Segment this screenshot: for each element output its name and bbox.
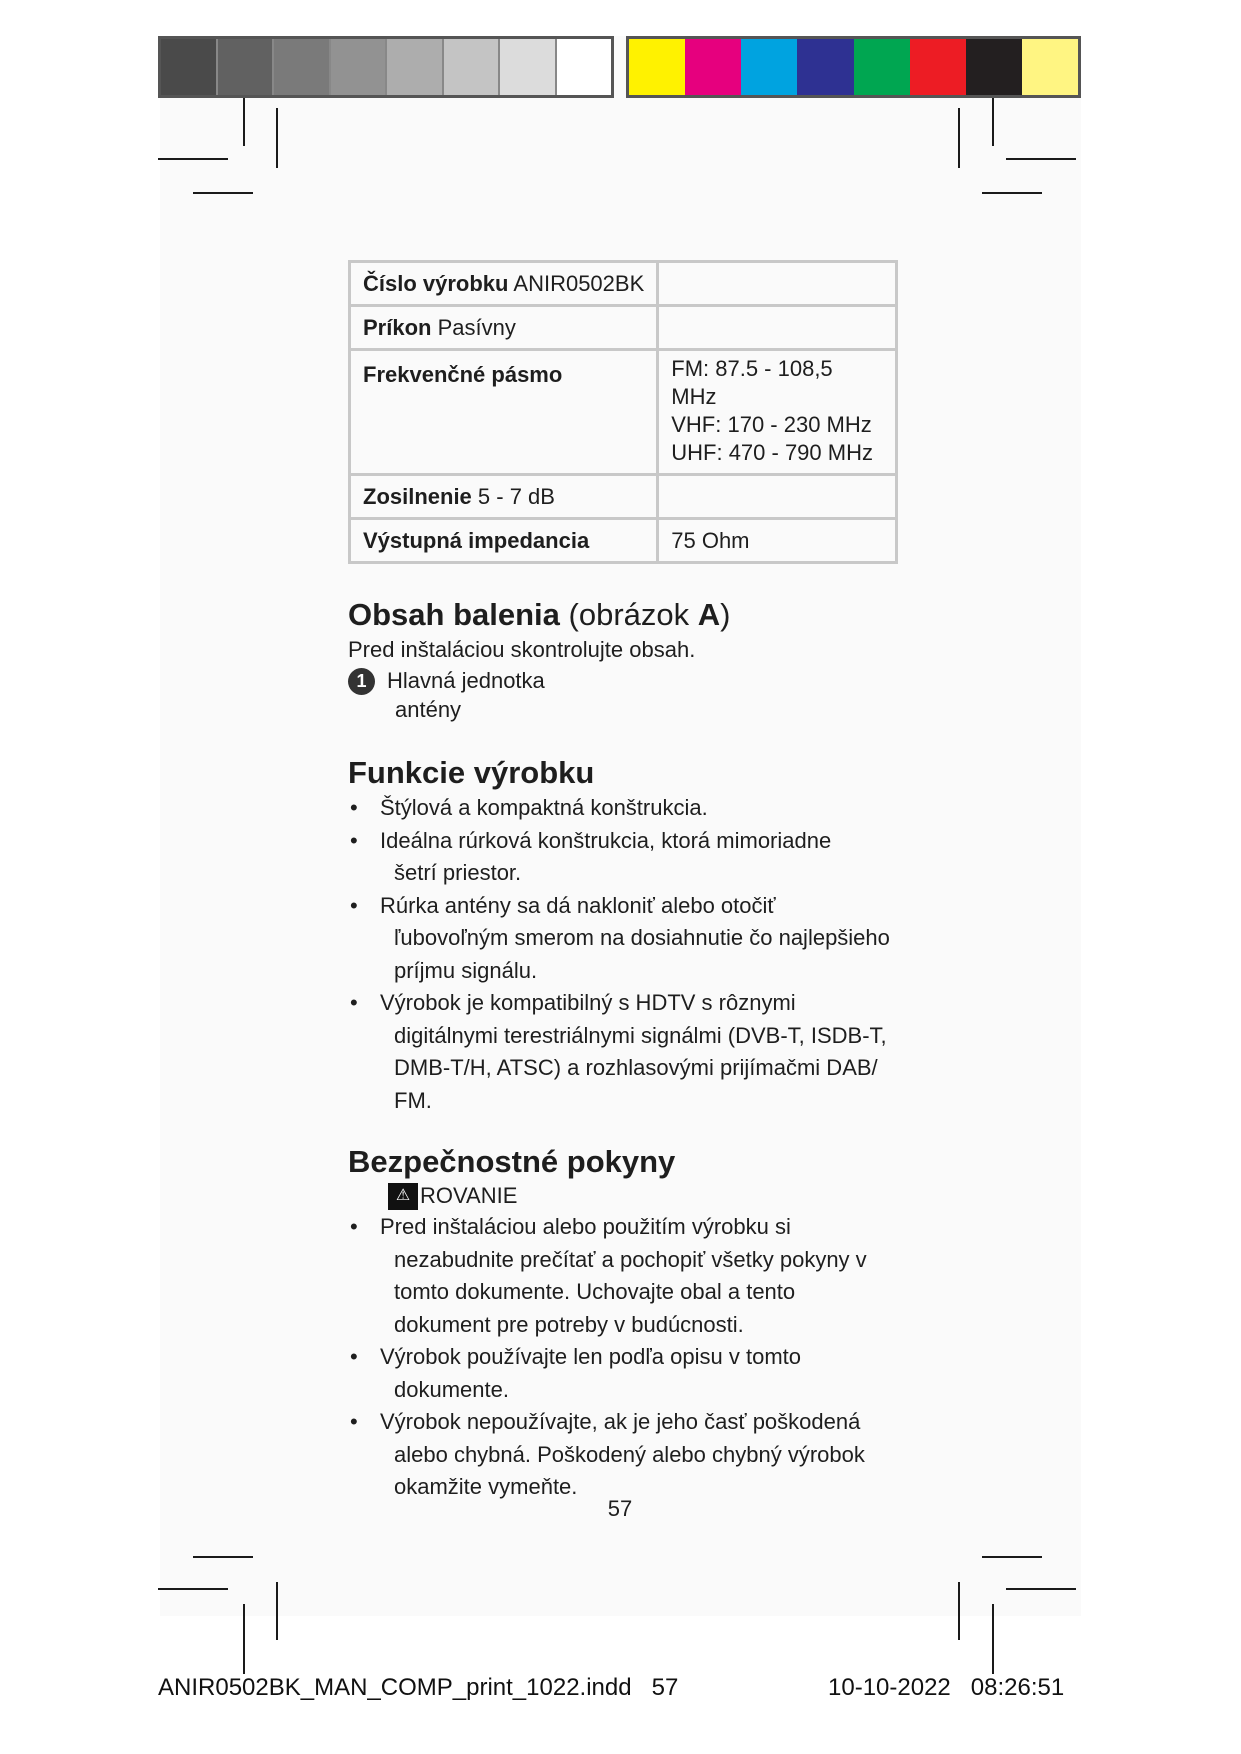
- crop-mark: [1006, 1588, 1076, 1590]
- frequency-vhf: VHF: 170 - 230 MHz: [671, 412, 872, 437]
- list-item-text: Výrobok používajte len podľa opisu v tomto: [380, 1344, 801, 1369]
- number-circle-icon: 1: [348, 668, 375, 695]
- color-swatch: [387, 39, 444, 95]
- list-item-text: alebo chybná. Poškodený alebo chybný výrobok: [394, 1441, 865, 1467]
- list-item-text: Rúrka antény sa dá nakloniť alebo otočiť: [380, 892, 776, 918]
- color-swatch: [910, 39, 966, 95]
- crop-mark: [982, 1556, 1042, 1558]
- list-item-text: šetrí priestor.: [394, 860, 522, 885]
- crop-mark: [992, 1604, 994, 1674]
- list-item: [348, 1341, 898, 1406]
- list-item: [348, 1406, 898, 1504]
- spec-value-cell: [658, 350, 897, 475]
- footer-file: ANIR0502BK_MAN_COMP_print_1022.indd 57: [158, 1674, 679, 1701]
- crop-mark: [243, 1604, 245, 1674]
- crop-mark: [982, 192, 1042, 194]
- list-item-text: tomto dokumente. Uchovajte obal a tento: [394, 1279, 796, 1304]
- color-swatch: [331, 39, 388, 95]
- table-row: [350, 306, 897, 350]
- crop-mark: [158, 1588, 228, 1590]
- list-item-text: digitálnymi terestriálnymi signálmi (DVB-T, ISDB-T,: [394, 1022, 887, 1048]
- warning-label: ⚠ ROVANIE: [388, 1181, 898, 1211]
- package-item: [348, 666, 898, 724]
- spec-label-cell: Zosilnenie 5 - 7 dB: [350, 475, 658, 519]
- list-item-text: Výrobok nepoužívajte, ak je jeho časť poškodená: [380, 1409, 861, 1434]
- color-swatch: [1022, 39, 1078, 95]
- list-item: [348, 1211, 898, 1341]
- spec-label-cell: Číslo výrobku ANIR0502BK: [350, 262, 658, 306]
- crop-mark: [958, 1582, 960, 1640]
- spec-value-cell: 75 Ohm: [658, 519, 897, 563]
- color-swatch: [444, 39, 501, 95]
- package-heading: Obsah balenia (obrázok A): [348, 597, 731, 632]
- list-item-text: Štýlová a kompaktná konštrukcia.: [380, 795, 708, 820]
- crop-mark: [243, 98, 245, 146]
- table-row: [350, 350, 897, 475]
- list-item-text: okamžite vymeňte.: [394, 1474, 578, 1499]
- color-swatch: [500, 39, 557, 95]
- list-item-text: nezabudnite prečítať a pochopiť všetky pokyny v: [394, 1246, 867, 1272]
- main-content: [348, 260, 898, 1504]
- color-swatch: [966, 39, 1022, 95]
- crop-mark: [158, 158, 228, 160]
- list-item: [348, 987, 898, 1117]
- package-item-line: Hlavná jednotka: [387, 668, 545, 693]
- table-row: [350, 262, 897, 306]
- color-swatch: [741, 39, 797, 95]
- safety-heading: Bezpečnostné pokyny: [348, 1144, 676, 1179]
- package-intro: Pred inštaláciou skontrolujte obsah.: [348, 637, 696, 662]
- spec-value-cell: [658, 475, 897, 519]
- list-item-text: FM.: [394, 1087, 432, 1113]
- frequency-uhf: UHF: 470 - 790 MHz: [671, 440, 873, 465]
- list-item: [348, 792, 898, 825]
- list-item-text: Pred inštaláciou alebo použitím výrobku si: [380, 1214, 791, 1239]
- color-swatch: [797, 39, 853, 95]
- spec-value-cell: [658, 306, 897, 350]
- crop-mark: [193, 1556, 253, 1558]
- spec-label-cell: Príkon Pasívny: [350, 306, 658, 350]
- list-item: [348, 890, 898, 988]
- table-row: [350, 519, 897, 563]
- list-item-text: DMB-T/H, ATSC) a rozhlasovými prijímačmi DAB/: [394, 1055, 878, 1080]
- spec-label-cell: Frekvenčné pásmo: [350, 350, 658, 475]
- list-item-text: príjmu signálu.: [394, 957, 538, 983]
- list-item-text: Výrobok je kompatibilný s HDTV s rôznymi: [380, 990, 796, 1015]
- spec-label-cell: Výstupná impedancia: [350, 519, 658, 563]
- color-swatch: [218, 39, 275, 95]
- page-number: 57: [607, 1496, 633, 1521]
- color-swatch: [161, 39, 218, 95]
- grayscale-bar: [158, 36, 614, 98]
- spec-table: [348, 260, 898, 564]
- list-item-text: dokumente.: [394, 1376, 509, 1402]
- crop-mark: [193, 192, 253, 194]
- footer-timestamp: 10-10-2022 08:26:51: [828, 1674, 1065, 1701]
- crop-mark: [276, 1582, 278, 1640]
- spec-value-cell: [658, 262, 897, 306]
- crop-mark: [276, 108, 278, 168]
- color-swatch: [629, 39, 685, 95]
- color-bar: [626, 36, 1081, 98]
- warning-triangle-icon: ⚠: [388, 1183, 418, 1210]
- crop-mark: [992, 98, 994, 146]
- color-swatch: [685, 39, 741, 95]
- list-item-text: ľubovoľným smerom na dosiahnutie čo najlepšieho: [394, 925, 890, 950]
- frequency-fm: FM: 87.5 - 108,5 MHz: [671, 356, 833, 409]
- color-swatch: [854, 39, 910, 95]
- features-heading: Funkcie výrobku: [348, 755, 595, 790]
- table-row: [350, 475, 897, 519]
- list-item-text: Ideálna rúrková konštrukcia, ktorá mimoriadne: [380, 827, 832, 853]
- list-item: [348, 825, 898, 890]
- features-list: [348, 792, 898, 1117]
- safety-list: [348, 1211, 898, 1504]
- list-item-text: dokument pre potreby v budúcnosti.: [394, 1311, 744, 1337]
- crop-mark: [958, 108, 960, 168]
- package-item-line: antény: [395, 697, 462, 722]
- color-swatch: [274, 39, 331, 95]
- color-swatch: [557, 39, 612, 95]
- crop-mark: [1006, 158, 1076, 160]
